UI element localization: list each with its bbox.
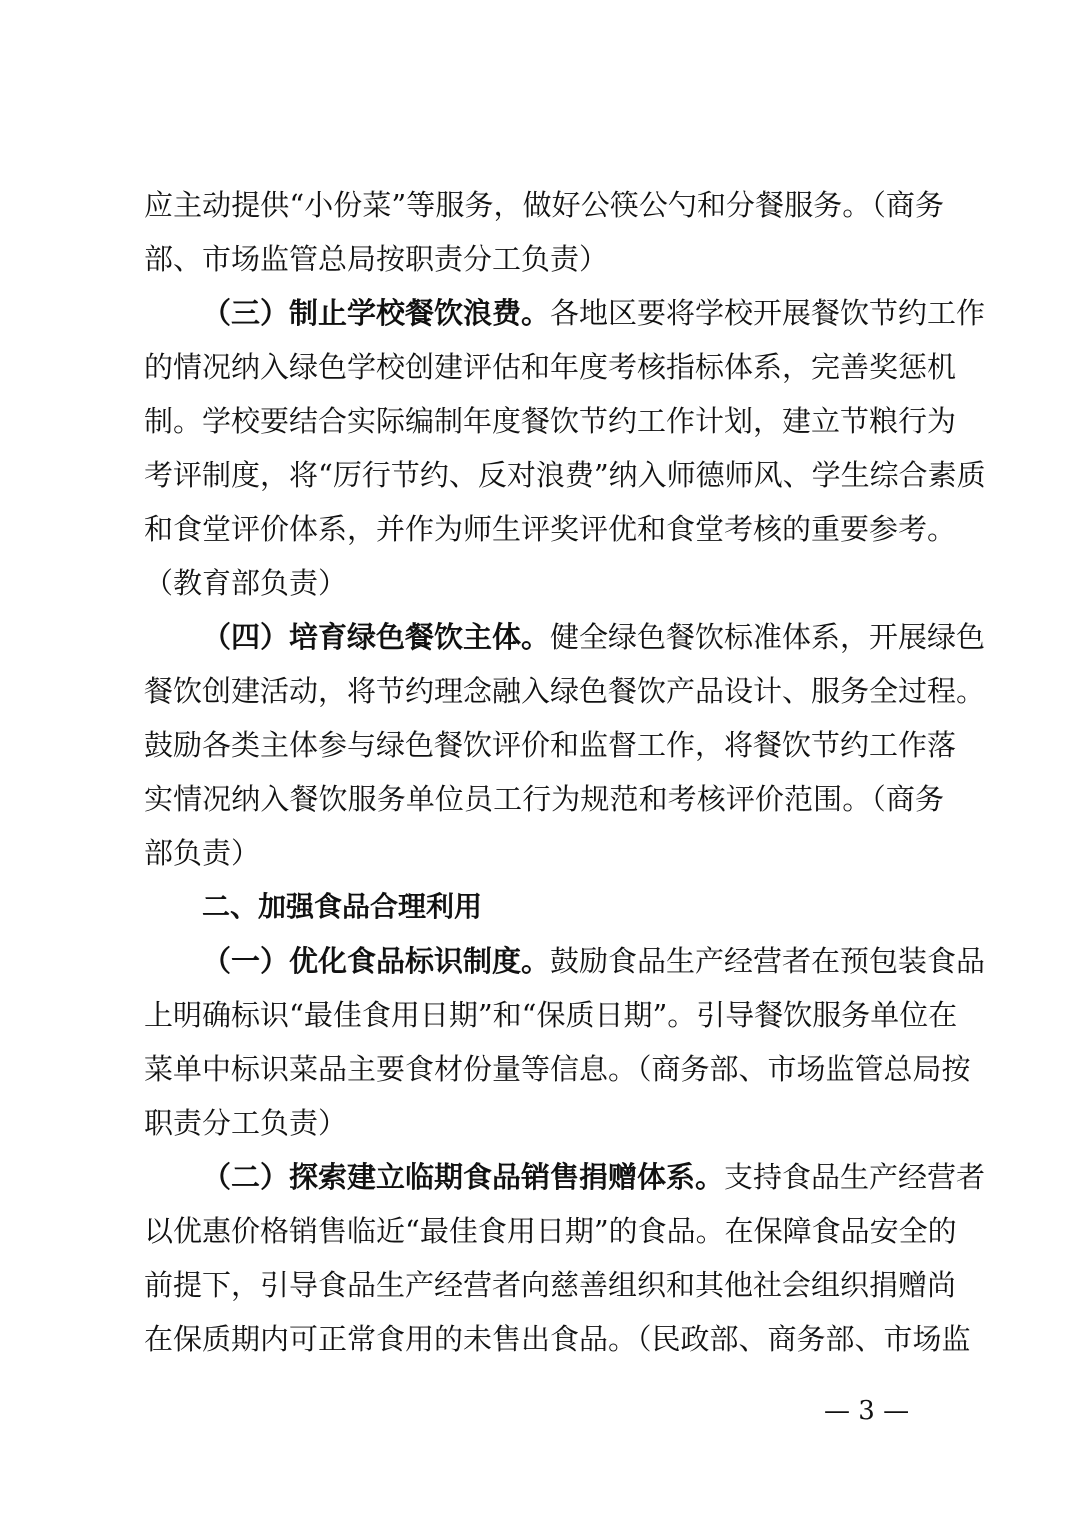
text-line [144,1150,986,1204]
text-line: 餐饮创建活动，将节约理念融入绿色餐饮产品设计、服务全过程。 [144,674,986,708]
text-line: 上明确标识“最佳食用日期”和“保质日期”。引导餐饮服务单位在 [144,998,958,1032]
paragraph-text: 各地区要将学校开展餐饮节约工作 [550,296,986,330]
text-line: 部负责） [144,836,261,870]
text-line: 部、市场监管总局按职责分工负责） [144,242,609,276]
paragraph-food-labeling [144,934,986,1150]
text-line [144,934,986,988]
paragraph-title: （一）优化食品标识制度。 [202,944,551,978]
paragraph-continuation [144,178,944,286]
paragraph-text: 健全绿色餐饮标准体系，开展绿色 [550,620,986,654]
paragraph-title: （三）制止学校餐饮浪费。 [202,296,551,330]
text-line: 以优惠价格销售临近“最佳食用日期”的食品。在保障食品安全的 [144,1214,957,1248]
text-line: 菜单中标识菜品主要食材份量等信息。（商务部、市场监管总局按 [144,1052,971,1086]
paragraph-title: （四）培育绿色餐饮主体。 [202,620,551,654]
text-line [144,286,986,340]
text-line: 的情况纳入绿色学校创建评估和年度考核指标体系，完善奖惩机 [144,350,957,384]
text-line: 制。学校要结合实际编制年度餐饮节约工作计划，建立节粮行为 [144,404,957,438]
text-line: 鼓励各类主体参与绿色餐饮评价和监督工作，将餐饮节约工作落 [144,728,957,762]
paragraph-school-catering [144,286,986,610]
document-page [144,178,986,1366]
paragraph-title: （二）探索建立临期食品销售捐赠体系。 [202,1160,725,1194]
text-line: 前提下，引导食品生产经营者向慈善组织和其他社会组织捐赠尚 [144,1268,957,1302]
text-line: （教育部负责） [144,566,348,600]
paragraph-green-catering [144,610,986,880]
text-line: 在保质期内可正常食用的未售出食品。（民政部、商务部、市场监 [144,1322,971,1356]
text-line: 职责分工负责） [144,1106,348,1140]
paragraph-text: 支持食品生产经营者 [724,1160,986,1194]
text-line [144,610,986,664]
paragraph-food-donation [144,1150,986,1366]
text-line: 和食堂评价体系，并作为师生评奖评优和食堂考核的重要参考。 [144,512,957,546]
page-number: — 3 — [824,1396,910,1426]
paragraph-text: 鼓励食品生产经营者在预包装食品 [550,944,986,978]
text-line: 应主动提供“小份菜”等服务，做好公筷公勺和分餐服务。（商务 [144,188,944,222]
section-heading: 二、加强食品合理利用 [202,890,483,923]
text-line: 实情况纳入餐饮服务单位员工行为规范和考核评价范围。（商务 [144,782,944,816]
text-line: 考评制度，将“厉行节约、反对浪费”纳入师德师风、学生综合素质 [144,458,986,492]
